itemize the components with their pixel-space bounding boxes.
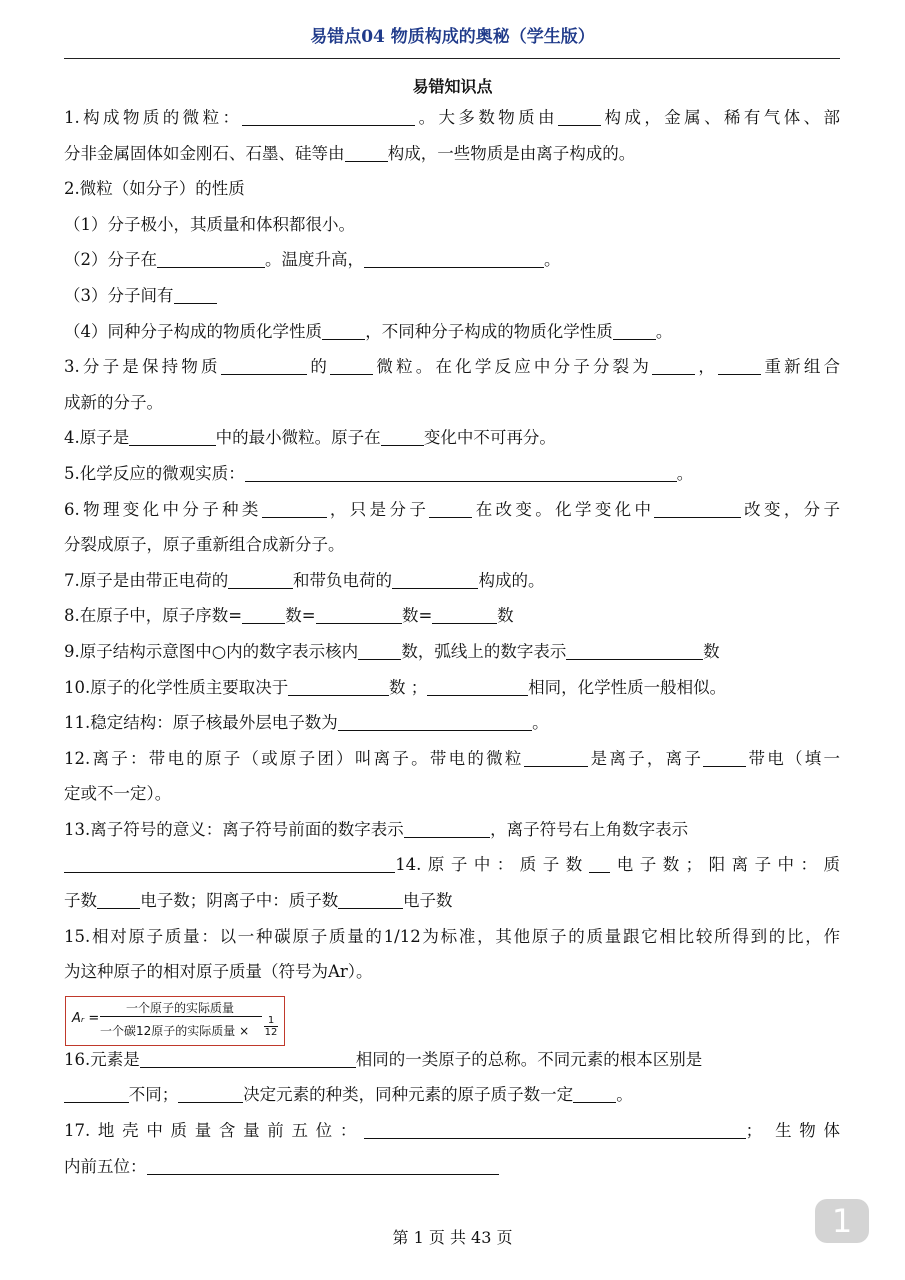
document-line: 15.相对原子质量：以一种碳原子质量的1/12为标准，其他原子的质量跟它相比较所得到的比，作 <box>64 926 840 946</box>
document-line: （1）分子极小，其质量和体积都很小。 <box>64 214 355 234</box>
text-lines-part2 <box>64 1042 840 1184</box>
answer-blank[interactable] <box>524 747 589 767</box>
answer-blank[interactable] <box>178 1083 243 1103</box>
answer-blank[interactable] <box>718 355 761 375</box>
answer-blank[interactable] <box>703 747 746 767</box>
answer-blank[interactable] <box>97 889 140 909</box>
answer-blank[interactable] <box>338 711 532 731</box>
answer-blank[interactable] <box>316 604 402 624</box>
formula-denominator: 一个碳12原子的实际质量 × <box>100 1023 250 1038</box>
document-line: 7.原子是由带正电荷的 和带负电荷的 构成的。 <box>64 570 545 590</box>
document-line: 不同； 决定元素的种类，同种元素的原子质子数一定 。 <box>64 1077 840 1113</box>
page-number-badge[interactable]: 1 <box>815 1199 869 1243</box>
section-title: 易错知识点 <box>412 77 493 96</box>
answer-blank[interactable] <box>589 853 611 873</box>
formula-numerator: 一个原子的实际质量 <box>125 1000 234 1015</box>
answer-blank[interactable] <box>345 142 388 162</box>
document-line: 12.离子：带电的原子（或原子团）叫离子。带电的微粒 是离子，离子 带电（填一 <box>64 748 841 768</box>
document-line: 为这种原子的相对原子质量（符号为Ar）。 <box>64 962 373 982</box>
formula-row <box>64 990 840 1042</box>
answer-blank[interactable] <box>157 248 265 268</box>
relative-atomic-mass-formula <box>65 996 285 1046</box>
answer-blank[interactable] <box>573 1083 616 1103</box>
document-line: 内前五位： <box>64 1149 840 1185</box>
answer-blank[interactable] <box>364 248 544 268</box>
answer-blank[interactable] <box>322 320 365 340</box>
answer-blank[interactable] <box>381 426 424 446</box>
document-line: 10.原子的化学性质主要取决于 数 ； 相同，化学性质一般相似。 <box>64 677 727 697</box>
document-line: （2）分子在 。温度升高， 。 <box>64 250 561 270</box>
document-line: 6.物理变化中分子种类 ，只是分子 在改变。化学变化中 改变，分子 <box>64 499 841 519</box>
answer-blank[interactable] <box>147 1155 500 1175</box>
answer-blank[interactable] <box>654 498 740 518</box>
document-line: 2.微粒（如分子）的性质 <box>64 179 245 199</box>
document-line: 9.原子结构示意图中○内的数字表示核内 数，弧线上的数字表示 数 <box>64 641 720 661</box>
answer-blank[interactable] <box>429 498 472 518</box>
answer-blank[interactable] <box>432 604 497 624</box>
document-line: 定或不一定）。 <box>64 784 172 804</box>
frac-numerator: 1 <box>267 1014 275 1026</box>
document-line: 3.分子是保持物质 的 微粒。在化学反应中分子分裂为 ， 重新组合 <box>64 357 841 377</box>
answer-blank[interactable] <box>364 1119 746 1139</box>
document-line: （4）同种分子构成的物质化学性质 ，不同种分子构成的物质化学性质 。 <box>64 321 673 341</box>
answer-blank[interactable] <box>140 1048 356 1068</box>
answer-blank[interactable] <box>613 320 656 340</box>
page-header: 易错点04 物质构成的奥秘（学生版） <box>310 27 595 47</box>
document-line: 17.地壳中质量含量前五位： ； 生物体 <box>64 1121 840 1141</box>
answer-blank[interactable] <box>652 355 695 375</box>
answer-blank[interactable] <box>64 853 395 873</box>
document-line: 成新的分子。 <box>64 392 163 412</box>
answer-blank[interactable] <box>558 106 601 126</box>
answer-blank[interactable] <box>242 106 415 126</box>
formula-fraction-bar <box>100 1016 262 1017</box>
document-line: 分裂成原子，原子重新组合成新分子。 <box>64 535 345 555</box>
document-line: 14.原子中：质子数 电子数；阳离子中：质 <box>64 847 840 883</box>
answer-blank[interactable] <box>242 604 285 624</box>
page-footer: 第 1 页 共 43 页 <box>392 1228 513 1247</box>
answer-blank[interactable] <box>262 498 327 518</box>
document-line: 11.稳定结构：原子核最外层电子数为 。 <box>64 713 549 733</box>
answer-blank[interactable] <box>404 818 490 838</box>
header-divider <box>64 58 840 59</box>
document-line: 5.化学反应的微观实质： 。 <box>64 463 694 483</box>
answer-blank[interactable] <box>566 640 703 660</box>
answer-blank[interactable] <box>64 1083 129 1103</box>
document-line: 4.原子是 中的最小微粒。原子在 变化中不可再分。 <box>64 428 556 448</box>
formula-lhs: Aᵣ = <box>72 1010 100 1026</box>
answer-blank[interactable] <box>245 462 677 482</box>
answer-blank[interactable] <box>358 640 401 660</box>
answer-blank[interactable] <box>392 569 478 589</box>
document-line: 分非金属固体如金刚石、石墨、硅等由 构成，一些物质是由离子构成的。 <box>64 143 636 163</box>
document-line: 1.构成物质的微粒： 。大多数物质由 构成，金属、稀有气体、部 <box>64 108 841 127</box>
answer-blank[interactable] <box>174 284 217 304</box>
frac-denominator: 12 <box>264 1026 278 1038</box>
formula-one-twelfth <box>264 1015 278 1038</box>
text-lines-part1 <box>64 100 840 990</box>
document-line: （3）分子间有 <box>64 278 840 314</box>
document-body <box>64 100 840 1184</box>
answer-blank[interactable] <box>338 889 403 909</box>
document-line: 8.在原子中，原子序数= 数= 数= 数 <box>64 606 514 626</box>
document-line: 13.离子符号的意义：离子符号前面的数字表示 ，离子符号右上角数字表示 <box>64 819 689 839</box>
answer-blank[interactable] <box>228 569 293 589</box>
answer-blank[interactable] <box>288 676 389 696</box>
answer-blank[interactable] <box>330 355 373 375</box>
answer-blank[interactable] <box>129 426 215 446</box>
document-line: 子数 电子数；阴离子中：质子数 电子数 <box>64 891 453 911</box>
answer-blank[interactable] <box>221 355 307 375</box>
answer-blank[interactable] <box>427 676 528 696</box>
document-line: 16.元素是 相同的一类原子的总称。不同元素的根本区别是 <box>64 1049 703 1069</box>
